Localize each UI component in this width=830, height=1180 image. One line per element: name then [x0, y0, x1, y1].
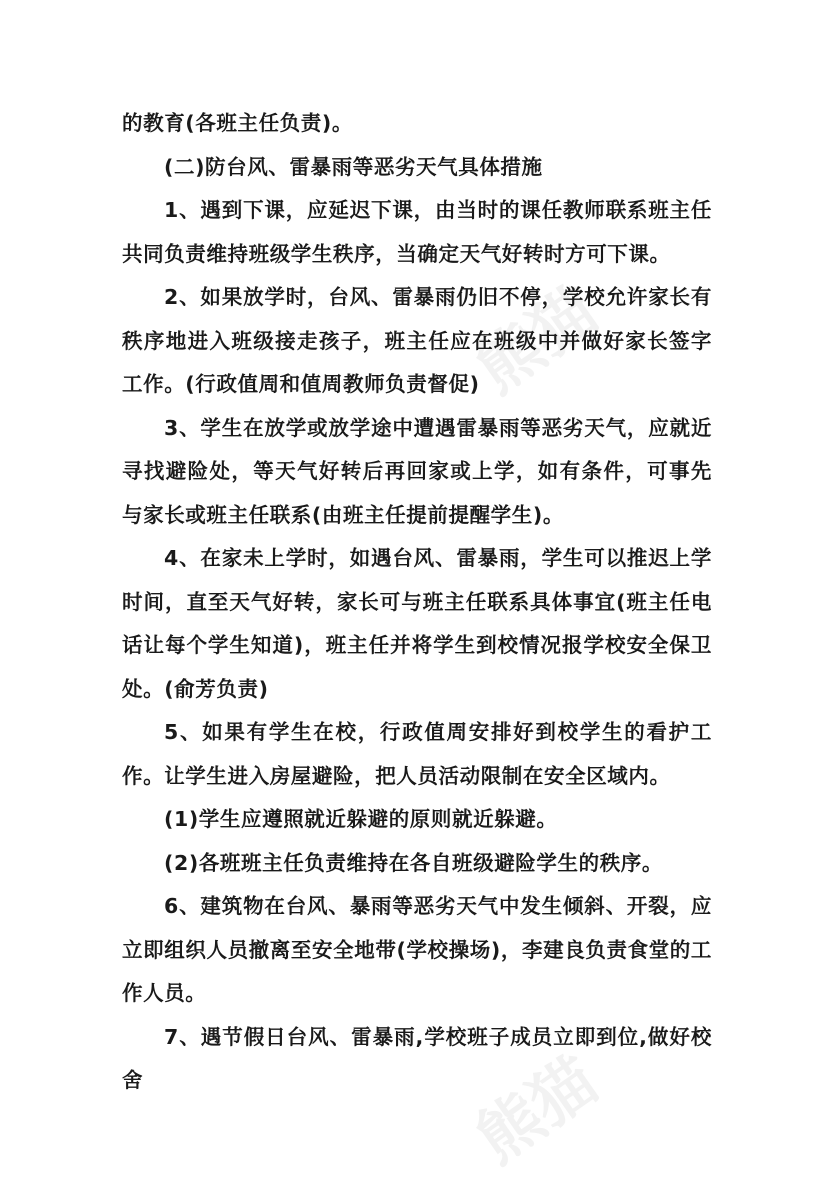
paragraph-item-1: 1、遇到下课，应延迟下课，由当时的课任教师联系班主任共同负责维持班级学生秩序，当确定天气好转时方可下课。	[122, 198, 712, 266]
paragraph-item-2: 2、如果放学时，台风、雷暴雨仍旧不停，学校允许家长有秩序地进入班级接走孩子，班主任应在班级中并做好家长签字工作。(行政值周和值周教师负责督促)	[122, 285, 712, 396]
paragraph-item-3: 3、学生在放学或放学途中遭遇雷暴雨等恶劣天气，应就近寻找避险处，等天气好转后再回家或上学，如有条件，可事先与家长或班主任联系(由班主任提前提醒学生)。	[122, 415, 712, 527]
paragraph-item-5: 5、如果有学生在校，行政值周安排好到校学生的看护工作。让学生进入房屋避险，把人员活动限制在安全区域内。	[122, 720, 712, 788]
paragraph-item-7: 7、遇节假日台风、雷暴雨,学校班子成员立即到位,做好校舍	[122, 1024, 712, 1092]
paragraph-item-4: 4、在家未上学时，如遇台风、雷暴雨，学生可以推迟上学时间，直至天气好转，家长可与班主任联系具体事宜(班主任电话让每个学生知道)，班主任并将学生到校情况报学校安全保卫处。(俞芳负责)	[122, 546, 712, 701]
paragraph-subitem-1: (1)学生应遵照就近躲避的原则就近躲避。	[164, 807, 558, 831]
paragraph-item-6: 6、建筑物在台风、暴雨等恶劣天气中发生倾斜、开裂，应立即组织人员撤离至安全地带(学校操场)，李建良负责食堂的工作人员。	[122, 894, 712, 1005]
watermark: 熊猫	[463, 1043, 612, 1178]
watermark: 熊猫	[463, 273, 612, 408]
section-heading: (二)防台风、雷暴雨等恶劣天气具体措施	[164, 154, 543, 179]
paragraph-continuation: 的教育(各班主任负责)。	[122, 111, 353, 135]
paragraph-subitem-2: (2)各班班主任负责维持在各自班级避险学生的秩序。	[164, 850, 664, 875]
document-body	[122, 102, 712, 1103]
